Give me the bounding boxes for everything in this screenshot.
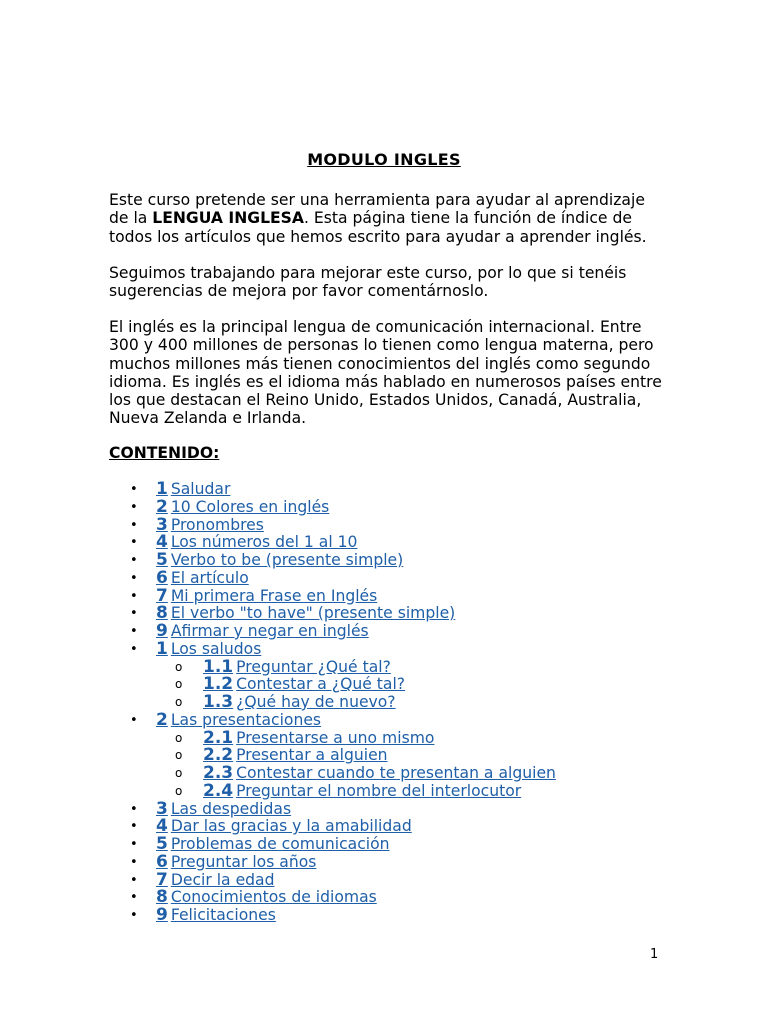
bullet-circle: o <box>175 659 183 674</box>
toc-number-link[interactable]: 1 <box>156 638 168 659</box>
toc-number-link[interactable]: 9 <box>156 905 168 925</box>
toc-title-link[interactable]: ¿Qué hay de nuevo? <box>236 693 396 711</box>
bullet-dot: • <box>130 854 138 870</box>
toc-number-link[interactable]: 1.3 <box>203 692 234 712</box>
toc-item <box>127 780 556 801</box>
toc-item <box>127 481 556 499</box>
toc-title-link[interactable]: Mi primera Frase en Inglés <box>170 586 378 605</box>
toc-title-link[interactable]: Los saludos <box>170 639 262 658</box>
toc-number-link[interactable]: 2.3 <box>203 763 234 783</box>
toc-item <box>127 709 556 730</box>
toc-title-link[interactable]: Felicitaciones <box>170 906 276 924</box>
toc-number-link[interactable]: 2 <box>156 496 168 517</box>
toc-title-link[interactable]: Verbo to be (presente simple) <box>170 551 404 569</box>
toc-title-link[interactable]: Conocimientos de idiomas <box>170 888 377 907</box>
bullet-dot: • <box>130 517 138 533</box>
toc-title-link[interactable]: El verbo "to have" (presente simple) <box>170 604 456 623</box>
intro-text-end: . Esta página tiene la función de índice de todos los artículos que hemos escrito para ayudar a aprender inglés. <box>109 209 647 246</box>
bullet-circle: o <box>175 677 183 692</box>
toc-number-link[interactable]: 8 <box>156 603 168 624</box>
bullet-dot: • <box>130 712 138 728</box>
toc-number-link[interactable]: 1.1 <box>203 656 234 677</box>
toc-number-link[interactable]: 5 <box>156 550 168 570</box>
toc-item <box>127 765 556 783</box>
toc-item <box>127 638 556 659</box>
toc-number-link[interactable]: 3 <box>156 798 168 819</box>
document-title: MODULO INGLES <box>307 150 461 169</box>
bullet-dot: • <box>130 837 138 852</box>
toc-number-link[interactable]: 4 <box>156 816 168 837</box>
bullet-dot: • <box>130 588 138 604</box>
intro-bold-term: LENGUA INGLESA <box>152 209 304 228</box>
contents-heading: CONTENIDO: <box>109 444 220 462</box>
bullet-dot: • <box>130 535 138 551</box>
toc-title-link[interactable]: Preguntar el nombre del interlocutor <box>236 781 522 800</box>
page-number: 1 <box>650 947 659 962</box>
intro-paragraph-1 <box>109 191 669 246</box>
toc-title-link[interactable]: Contestar a ¿Qué tal? <box>236 675 406 694</box>
toc-item <box>127 694 556 712</box>
toc-title-link[interactable]: Las presentaciones <box>170 710 322 729</box>
toc-title-link[interactable]: Presentarse a uno mismo <box>236 728 435 747</box>
toc-item <box>127 496 556 517</box>
toc-number-link[interactable]: 2.1 <box>203 727 234 748</box>
bullet-dot: • <box>130 872 138 888</box>
toc-number-link[interactable]: 6 <box>156 851 168 872</box>
bullet-circle: o <box>175 783 183 798</box>
toc-title-link[interactable]: Contestar cuando te presentan a alguien <box>236 764 556 782</box>
toc-item <box>127 851 556 872</box>
bullet-dot: • <box>130 553 138 568</box>
toc-number-link[interactable]: 2.2 <box>203 745 234 766</box>
toc-number-link[interactable]: 3 <box>156 514 168 535</box>
toc-number-link[interactable]: 9 <box>156 621 168 641</box>
toc-item <box>127 514 556 535</box>
toc-title-link[interactable]: 10 Colores en inglés <box>170 497 330 516</box>
intro-paragraph-2: Seguimos trabajando para mejorar este curso, por lo que si tenéis sugerencias de mejora por favor comentárnoslo. <box>109 264 627 301</box>
toc-title-link[interactable]: Presentar a alguien <box>236 746 388 765</box>
toc-number-link[interactable]: 7 <box>156 585 168 606</box>
bullet-dot: • <box>130 908 138 923</box>
bullet-dot: • <box>130 482 138 497</box>
toc-number-link[interactable]: 5 <box>156 834 168 854</box>
toc-item <box>127 534 556 552</box>
toc-title-link[interactable]: Dar las gracias y la amabilidad <box>170 817 412 836</box>
toc-title-link[interactable]: El artículo <box>170 568 249 587</box>
toc-number-link[interactable]: 1.2 <box>203 674 234 695</box>
toc-item <box>127 623 556 641</box>
toc-item <box>127 818 556 836</box>
bullet-dot: • <box>130 801 138 817</box>
bullet-dot: • <box>130 570 138 586</box>
toc-number-link[interactable]: 1 <box>156 479 168 499</box>
toc-item <box>127 889 556 907</box>
bullet-circle: o <box>175 695 183 709</box>
toc-number-link[interactable]: 4 <box>156 532 168 553</box>
toc-item <box>127 907 556 925</box>
bullet-dot: • <box>130 624 138 639</box>
toc-title-link[interactable]: Preguntar los años <box>170 852 317 871</box>
bullet-circle: o <box>175 766 183 780</box>
toc-number-link[interactable]: 2 <box>156 709 168 730</box>
toc-item <box>127 869 556 890</box>
toc-item <box>127 836 556 854</box>
toc-item <box>127 747 556 765</box>
toc-item <box>127 567 556 588</box>
toc-item <box>127 552 556 570</box>
bullet-dot: • <box>130 890 138 906</box>
bullet-dot: • <box>130 499 138 515</box>
toc-number-link[interactable]: 7 <box>156 869 168 890</box>
bullet-dot: • <box>130 819 138 835</box>
toc-title-link[interactable]: Saludar <box>170 480 231 498</box>
toc-title-link[interactable]: Las despedidas <box>170 799 292 818</box>
toc-item <box>127 605 556 623</box>
bullet-circle: o <box>175 730 183 745</box>
toc-title-link[interactable]: Pronombres <box>170 515 264 534</box>
table-of-contents <box>127 481 556 925</box>
toc-item <box>127 585 556 606</box>
toc-item <box>127 727 556 748</box>
intro-paragraph-3: El inglés es la principal lengua de comunicación internacional. Entre 300 y 400 millones de personas lo tienen como lengua materna, pero muchos millones más tienen conocimientos del inglés como segundo idioma. Es inglés es el idioma más hablado en numerosos países entre los que destacan el Reino Unido, Estados Unidos, Canadá, Australia, Nueva Zelanda e Irlanda. <box>109 318 662 428</box>
toc-number-link[interactable]: 6 <box>156 567 168 588</box>
intro-text-start: Este curso pretende ser una herramienta para ayudar al aprendizaje de la <box>109 191 645 228</box>
toc-item <box>127 676 556 694</box>
toc-item <box>127 798 556 819</box>
toc-title-link[interactable]: Afirmar y negar en inglés <box>170 622 369 640</box>
toc-title-link[interactable]: Decir la edad <box>170 870 275 889</box>
bullet-circle: o <box>175 748 183 763</box>
bullet-dot: • <box>130 606 138 622</box>
toc-number-link[interactable]: 8 <box>156 887 168 908</box>
toc-title-link[interactable]: Preguntar ¿Qué tal? <box>236 657 391 676</box>
toc-item <box>127 656 556 677</box>
toc-title-link[interactable]: Problemas de comunicación <box>170 835 390 853</box>
toc-number-link[interactable]: 2.4 <box>203 780 234 801</box>
bullet-dot: • <box>130 641 138 657</box>
toc-title-link[interactable]: Los números del 1 al 10 <box>170 533 358 552</box>
